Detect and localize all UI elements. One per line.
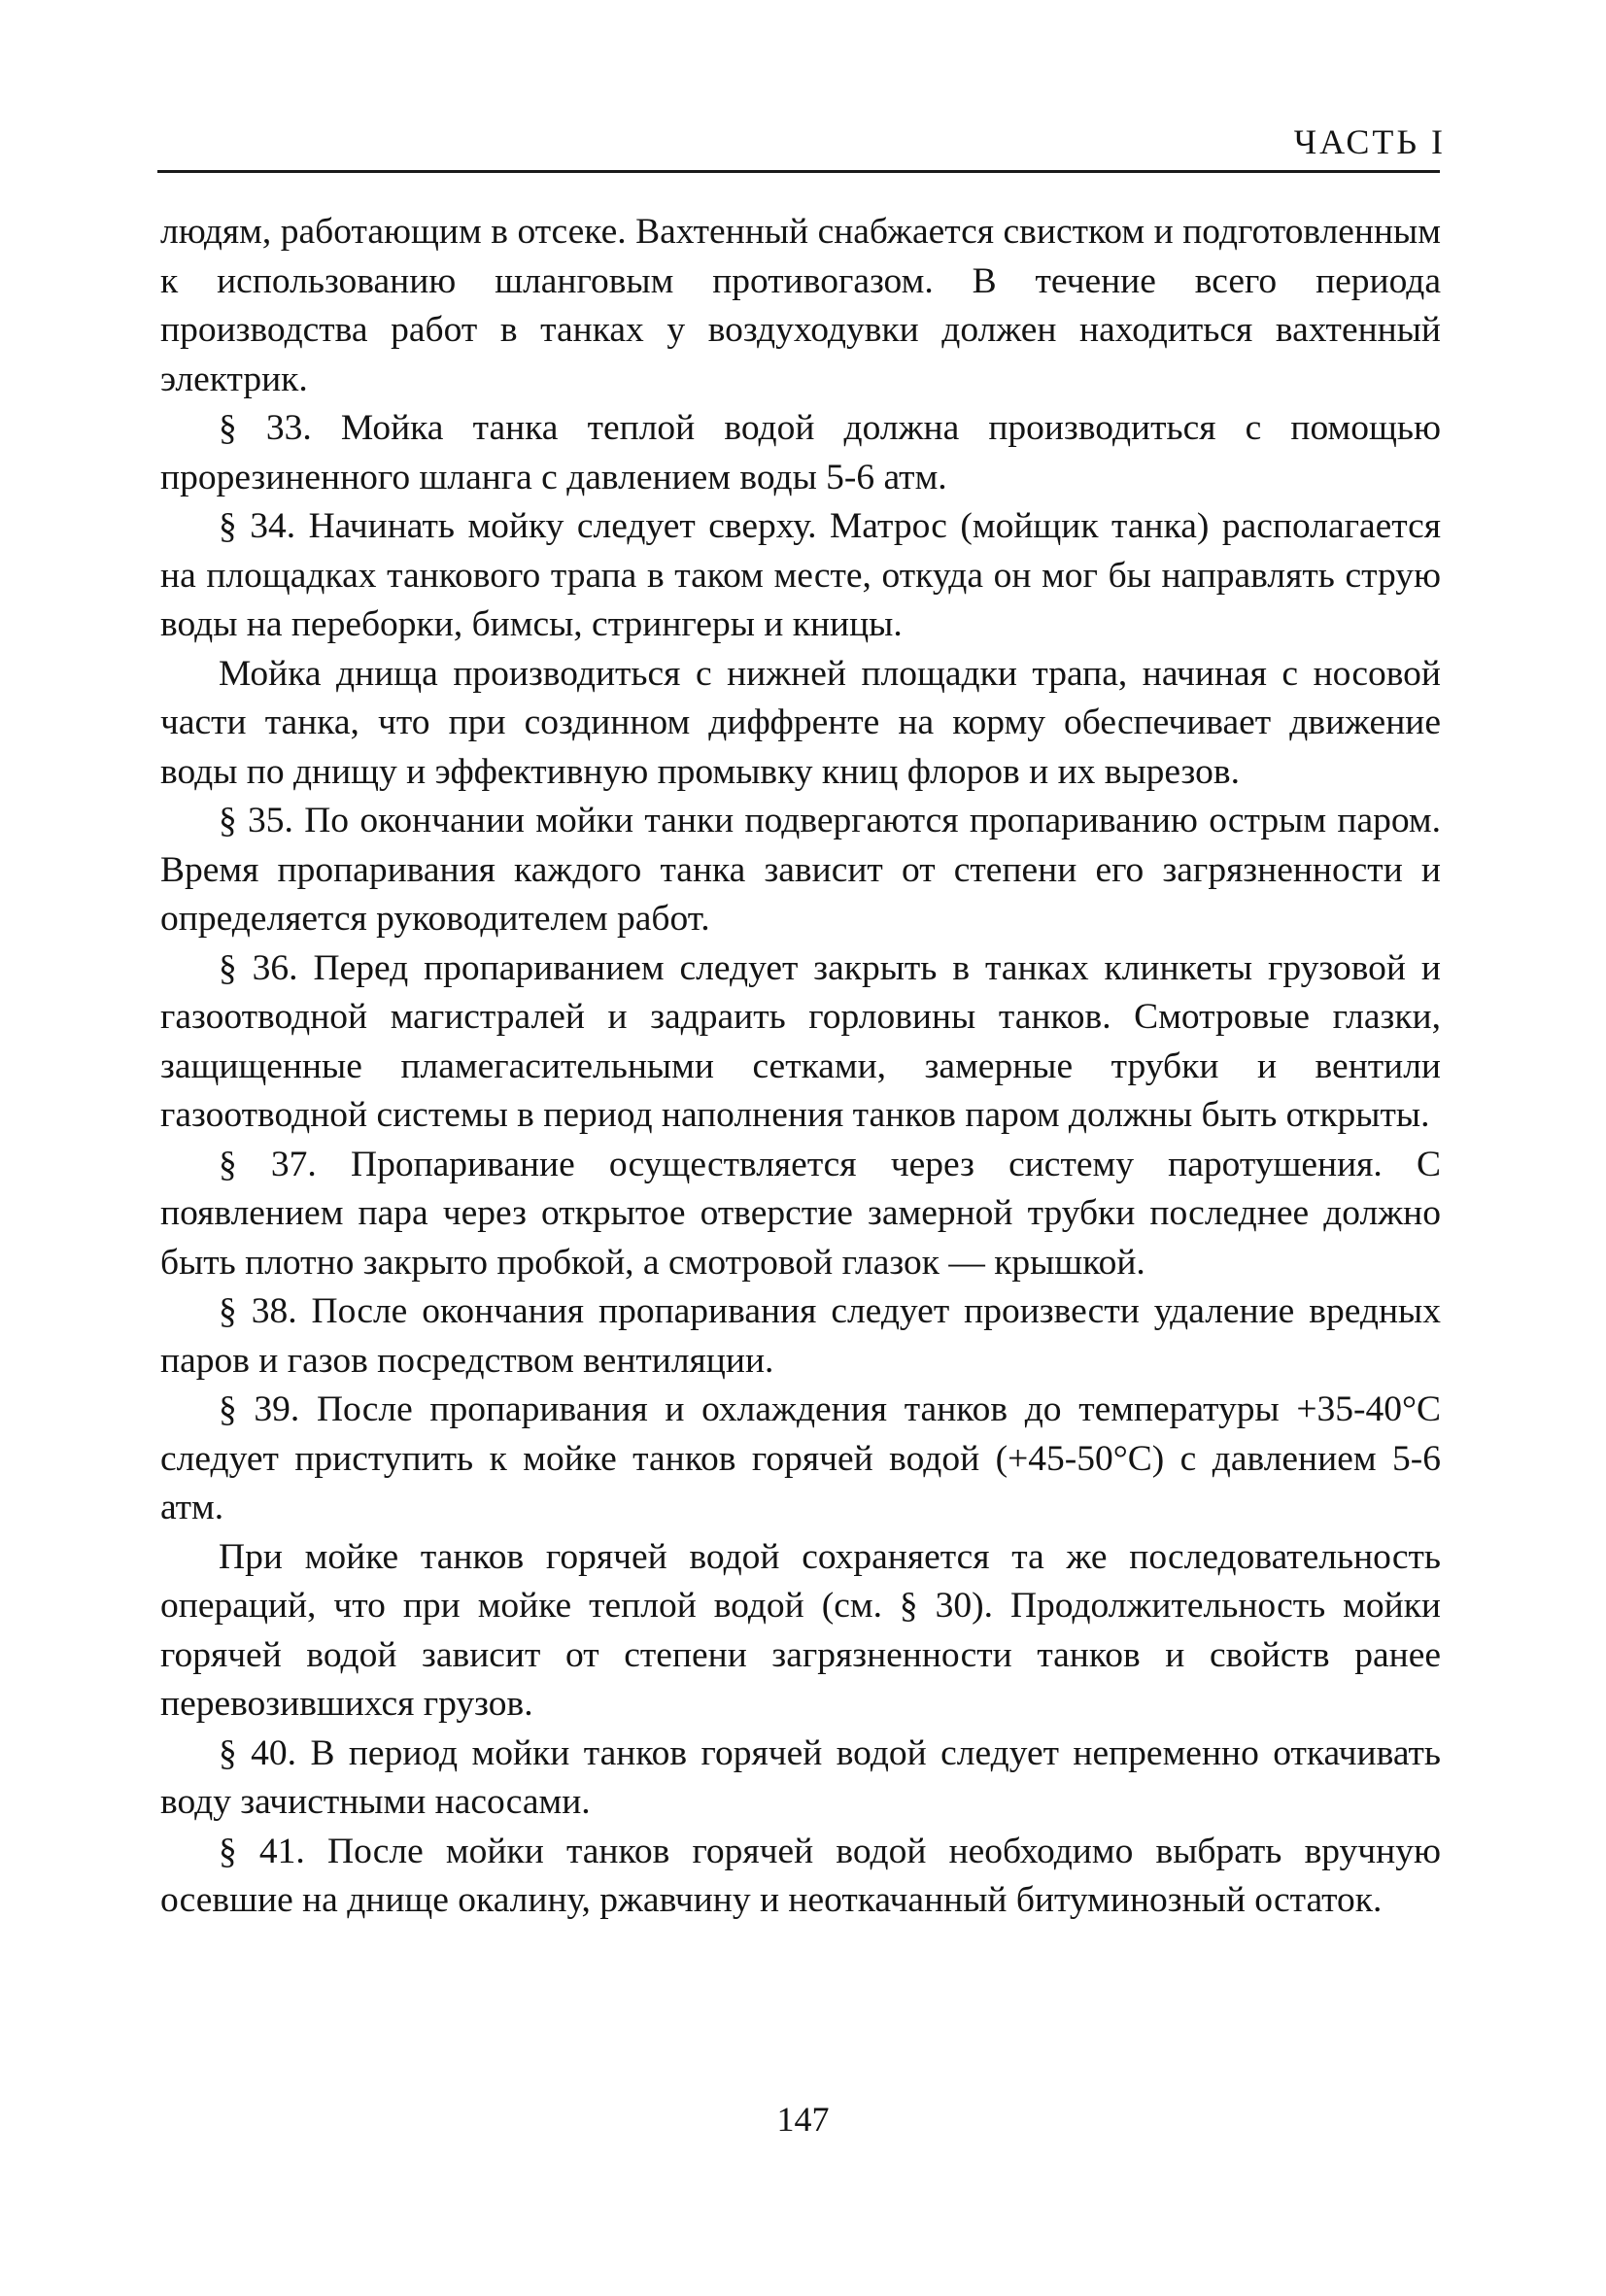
- paragraph-hot-water-sequence: При мойке танков горячей водой сохраняется та же последовательность операций, что при мойке теплой водой (см. § 30). Продолжительность мойки горячей водой зависит от степени загрязненности танков и свойств ранее перевозившихся грузов.: [160, 1536, 1441, 1724]
- page-number: 147: [776, 2100, 830, 2139]
- running-header: ЧАСТЬ I: [1293, 122, 1446, 161]
- paragraph-continuation: людям, работающим в отсеке. Вахтенный снабжается свистком и подготовленным к использованию шланговым противогазом. В течение всего периода производства работ в танках у воздуходувки должен находиться вахтенный электрик.: [160, 212, 1441, 399]
- header-divider: [157, 170, 1440, 173]
- paragraph-section-39: § 39. После пропаривания и охлаждения танков до температуры +35-40°С следует приступить к мойке танков горячей водой (+45-50°С) с давлением 5-6 атм.: [160, 1389, 1441, 1527]
- paragraph-bottom-washing: Мойка днища производиться с нижней площадки трапа, начиная с носовой части танка, что при создинном диффренте на корму обеспечивает движение воды по днищу и эффективную промывку книц флоров и их вырезов.: [160, 653, 1441, 792]
- paragraph-section-34: § 34. Начинать мойку следует сверху. Матрос (мойщик танка) располагается на площадках танкового трапа в таком месте, откуда он мог бы направлять струю воды на переборки, бимсы, стрингеры и кницы.: [160, 506, 1441, 644]
- paragraph-section-38: § 38. После окончания пропаривания следует произвести удаление вредных паров и газов посредством вентиляции.: [160, 1291, 1441, 1381]
- paragraph-section-40: § 40. В период мойки танков горячей водой следует непременно откачивать воду зачистными насосами.: [160, 1732, 1441, 1822]
- paragraph-section-33: § 33. Мойка танка теплой водой должна производиться с помощью прорезиненного шланга с давлением воды 5-6 атм.: [160, 408, 1441, 497]
- paragraph-section-41: § 41. После мойки танков горячей водой необходимо выбрать вручную осевшие на днище окалину, ржавчину и неоткачанный битуминозный остаток.: [160, 1831, 1441, 1920]
- body-text: [160, 208, 1441, 1926]
- paragraph-section-35: § 35. По окончании мойки танки подвергаются пропариванию острым паром. Время пропаривания каждого танка зависит от степени его загрязненности и определяется руководителем работ.: [160, 801, 1441, 939]
- paragraph-section-37: § 37. Пропаривание осуществляется через систему паротушения. С появлением пара через открытое отверстие замерной трубки последнее должно быть плотно закрыто пробкой, а смотровой глазок — крышкой.: [160, 1144, 1441, 1283]
- paragraph-section-36: § 36. Перед пропариванием следует закрыть в танках клинкеты грузовой и газоотводной магистралей и задраить горловины танков. Смотровые глазки, защищенные пламегасительными сетками, замерные трубки и вентили газоотводной системы в период наполнения танков паром должны быть открыты.: [160, 947, 1441, 1135]
